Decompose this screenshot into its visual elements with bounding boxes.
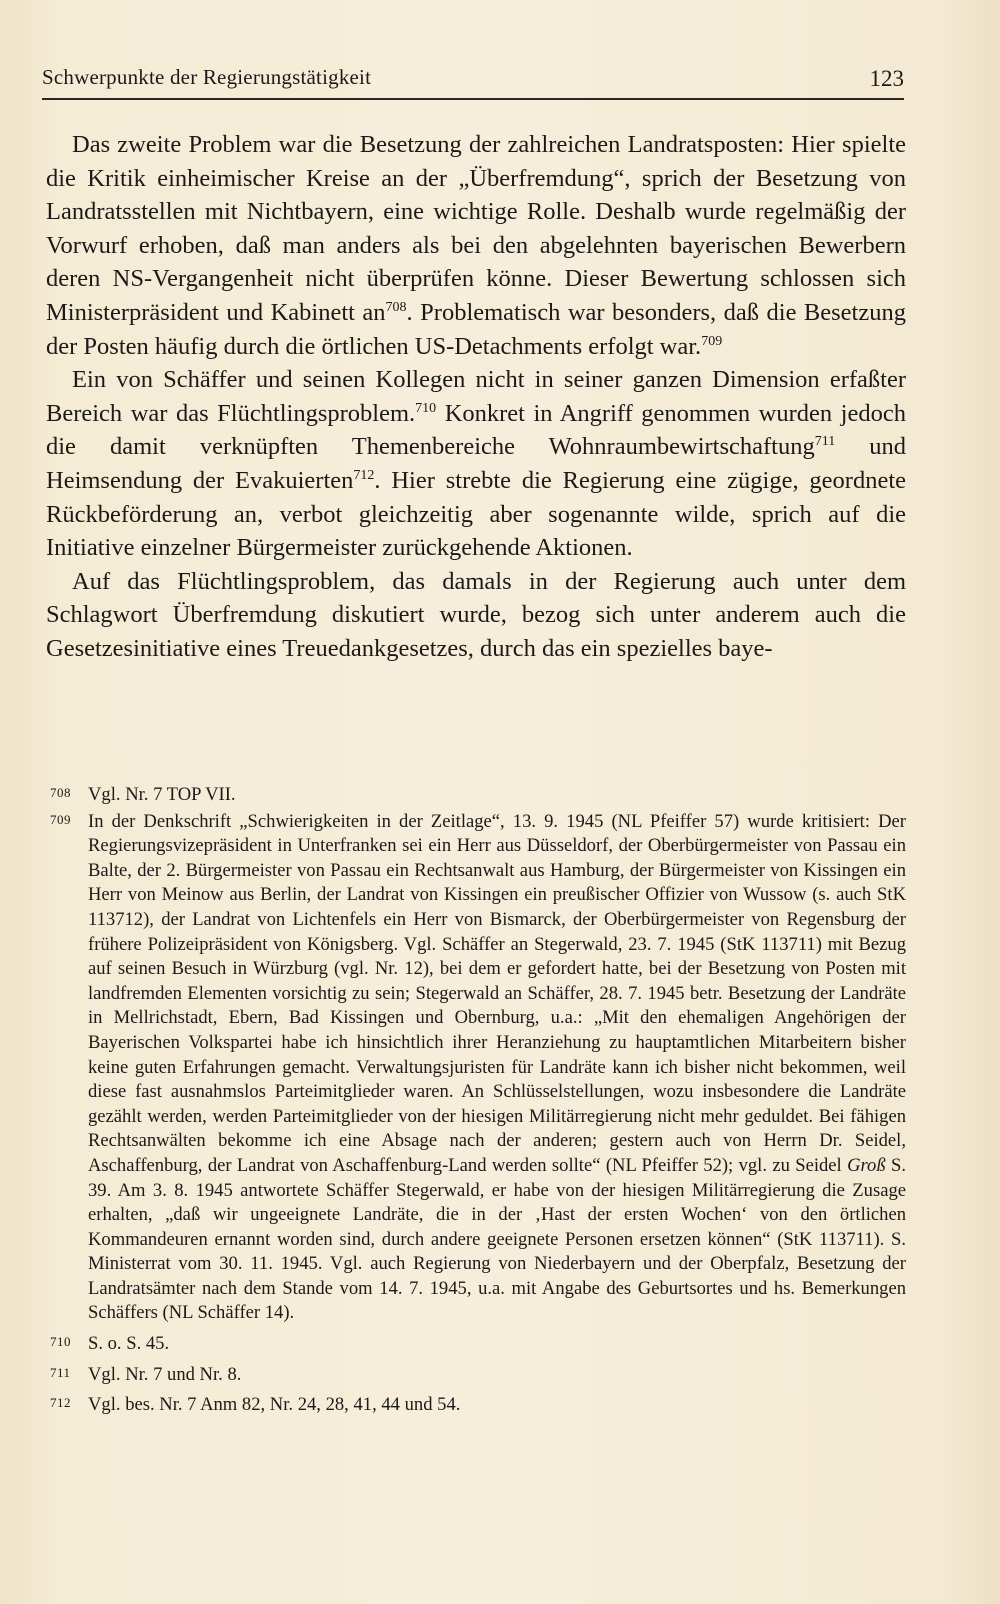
footnote-number: 709 (50, 811, 71, 827)
footnotes (46, 783, 906, 1420)
page-header (42, 58, 904, 100)
main-text (46, 128, 906, 666)
paragraph-text: Konkret in Angriff genommen wurden jedoch die damit verknüpften Themenbereiche Wohnraumbewirtschaftung (46, 399, 906, 461)
footnote-710 (46, 1332, 906, 1357)
paragraph-text: . Hier strebte die Regierung eine zügige, geordnete Rückbeförderung an, verbot gleichzeitig aber sogenannte wilde, sprich auf die Initiative einzelner Bürgermeister zurückgehende Aktionen. (46, 466, 907, 562)
footnote-number: 708 (50, 785, 71, 800)
footnote-number: 712 (50, 1395, 71, 1411)
paragraph-3 (46, 565, 906, 666)
paragraph-text: . Problematisch war besonders, daß die Besetzung der Posten häufig durch die örtlichen US-Detachments erfolgt war. (46, 298, 906, 360)
footnote-number: 711 (50, 1364, 71, 1380)
footnote-708 (46, 783, 906, 808)
footnote-text: In der Denkschrift „Schwierigkeiten in der Zeitlage“, 13. 9. 1945 (NL Pfeiffer 57) wurde kritisiert: Der Regierungsvizepräsident in Unterfranken sei ein Herr aus Düsseldorf, der Oberbürgermeister von Passau ein Balte, der 2. Bürgermeister von Passau ein Rechtsanwalt aus Hamburg, der Bürgermeister von Kissingen ein Herr von Meinow aus Berlin, der Landrat von Kissingen ein preußischer Offizier von Wussow (s. auch StK 113712), der Landrat von Lichtenfels ein Herr von Bismarck, der Oberbürgermeister von Regensburg der frühere Polizeipräsident von Königsberg. Vgl. Schäffer an Stegerwald, 23. 7. 1945 (StK 113711) mit Bezug auf seinen Besuch in Würzburg (vgl. Nr. 12), bei dem er gefordert hatte, bei der Besetzung von Posten mit landfremden Elementen vorsichtig zu sein; Stegerwald an Schäffer, 28. 7. 1945 betr. Besetzung der Landräte in Mellrichstadt, Ebern, Bad Kissingen und Obernburg, u.a.: „Mit den ehemaligen Angehörigen der Bayerischen Volkspartei habe ich hinsichtlich ihrer Heranziehung zu hauptamtlichen Mitarbeitern bisher keine guten Erfahrungen gemacht. Verwaltungsjuristen für Landräte kann ich bisher nicht bekommen, weil diese fast ausnahmslos Parteimitglieder waren. An Schlüsselstellungen, wozu insbesondere die Landräte gezählt werden, werden Parteimitglieder von der hiesigen Militärregierung nicht mehr geduldet. Bei fähigen Rechtsanwälten bekomme ich eine Absage nach der anderen; gestern auch von Herrn Dr. Seidel, Aschaffenburg, der Landrat von Aschaffenburg-Land werden sollte“ (NL Pfeiffer 52); vgl. zu Seidel (88, 810, 906, 1176)
paragraph-text: Auf das Flüchtlingsproblem, das damals in der Regierung auch unter dem Schlagwort Überfremdung diskutiert wurde, bezog sich unter anderem auch die Gesetzesinitiative eines Treuedankgesetzes, durch das ein spezielles baye- (46, 567, 906, 662)
paragraph-1 (46, 128, 906, 363)
footnote-text: Vgl. bes. Nr. 7 Anm 82, Nr. 24, 28, 41, 44 und 54. (88, 1394, 461, 1416)
footnote-712 (46, 1393, 906, 1418)
running-title: Schwerpunkte der Regierungstätigkeit (42, 65, 372, 89)
footnote-text: Vgl. Nr. 7 TOP VII. (88, 784, 236, 805)
page-number: 123 (869, 66, 904, 91)
footnote-ref[interactable]: 708 (385, 299, 407, 315)
paragraph-text: Das zweite Problem war die Besetzung der zahlreichen Landratsposten: Hier spielte die Kritik einheimischer Kreise an der „Überfremdung“, sprich der Besetzung von Landratsstellen mit Nichtbayern, eine wichtige Rolle. Deshalb wurde regelmäßig der Vorwurf erhoben, daß man anders als bei den abgelehnten bayerischen Bewerbern deren NS-Vergangenheit nicht überprüfen könne. Dieser Bewertung schlossen sich Ministerpräsident und Kabinett an (46, 131, 906, 326)
paragraph-text: und Heimsendung der Evakuierten (46, 433, 906, 494)
footnote-citation-author: Groß (847, 1154, 886, 1176)
footnote-text: S. 39. Am 3. 8. 1945 antwortete Schäffer Stegerwald, er habe von der hiesigen Militärregierung die Zusage erhalten, „daß wir ungeeignete Landräte, die in der ‚Hast der ersten Wochen‘ von den örtlichen Kommandeuren ernannt worden sind, durch andere geeignete Personen ersetzen können“ (StK 113711). S. Ministerrat vom 30. 11. 1945. Vgl. auch Regierung von Niederbayern und der Oberpfalz, Besetzung der Landratsämter nach dem Stande vom 14. 7. 1945, u.a. mit Angabe des Geburtsortes und hs. Bemerkungen Schäffers (NL Schäffer 14). (88, 1154, 907, 1324)
footnote-ref[interactable]: 712 (353, 467, 375, 483)
footnote-ref[interactable]: 709 (701, 333, 723, 349)
paragraph-text: Ein von Schäffer und seinen Kollegen nicht in seiner ganzen Dimension erfaßter Bereich war das Flüchtlingsproblem. (46, 366, 906, 427)
footnote-text: Vgl. Nr. 7 und Nr. 8. (88, 1363, 242, 1385)
footnote-709 (46, 810, 906, 1326)
footnote-text: S. o. S. 45. (88, 1333, 170, 1355)
footnote-ref[interactable]: 710 (415, 400, 437, 416)
footnote-711 (46, 1363, 906, 1388)
paragraph-2 (46, 363, 906, 565)
footnote-number: 710 (50, 1334, 71, 1350)
footnote-ref[interactable]: 711 (814, 434, 836, 450)
